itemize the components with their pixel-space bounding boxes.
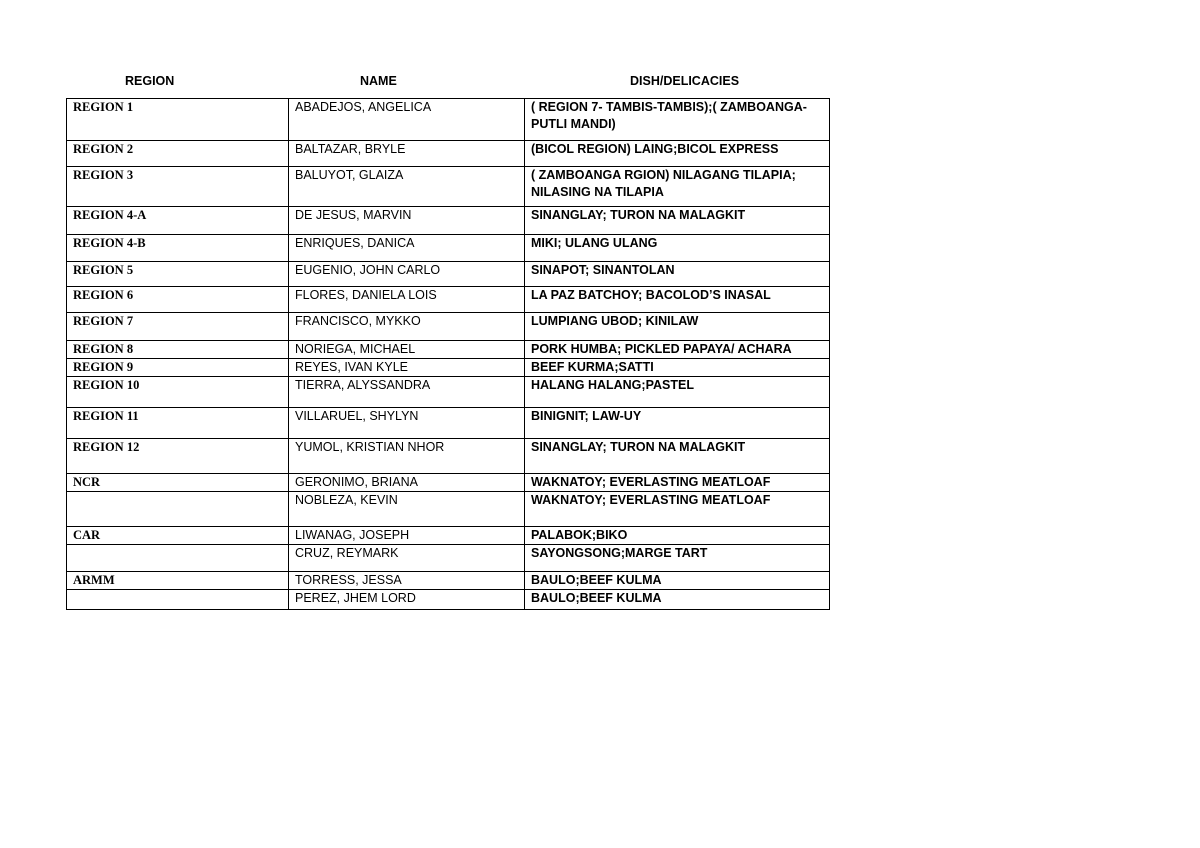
dish-cell: HALANG HALANG;PASTEL (525, 377, 830, 408)
table-row (67, 262, 830, 287)
name-cell: PEREZ, JHEM LORD (289, 590, 525, 610)
name-cell: FLORES, DANIELA LOIS (289, 287, 525, 313)
table-row (67, 141, 830, 167)
region-cell: NCR (67, 474, 289, 492)
name-cell: ABADEJOS, ANGELICA (289, 99, 525, 141)
name-cell: LIWANAG, JOSEPH (289, 527, 525, 545)
region-cell (67, 492, 289, 527)
table-row (67, 408, 830, 439)
name-cell: YUMOL, KRISTIAN NHOR (289, 439, 525, 474)
region-cell: REGION 4-B (67, 235, 289, 262)
region-cell: REGION 9 (67, 359, 289, 377)
region-cell: REGION 6 (67, 287, 289, 313)
dish-cell: BAULO;BEEF KULMA (525, 590, 830, 610)
name-cell: EUGENIO, JOHN CARLO (289, 262, 525, 287)
name-cell: NORIEGA, MICHAEL (289, 341, 525, 359)
table-row (67, 287, 830, 313)
name-cell: BALUYOT, GLAIZA (289, 167, 525, 207)
table-row (67, 341, 830, 359)
region-dish-table (66, 98, 830, 610)
region-cell: REGION 1 (67, 99, 289, 141)
table-row (67, 377, 830, 408)
table-row (67, 207, 830, 235)
table-row (67, 590, 830, 610)
name-cell: NOBLEZA, KEVIN (289, 492, 525, 527)
region-cell: REGION 8 (67, 341, 289, 359)
dish-cell: SINAPOT; SINANTOLAN (525, 262, 830, 287)
table-row (67, 545, 830, 572)
table-row (67, 313, 830, 341)
region-cell (67, 590, 289, 610)
table-row (67, 572, 830, 590)
dish-cell: ( ZAMBOANGA RGION) NILAGANG TILAPIA; NILASING NA TILAPIA (525, 167, 830, 207)
header-region: REGION (125, 74, 175, 88)
name-cell: DE JESUS, MARVIN (289, 207, 525, 235)
dish-cell: (BICOL REGION) LAING;BICOL EXPRESS (525, 141, 830, 167)
dish-cell: PORK HUMBA; PICKLED PAPAYA/ ACHARA (525, 341, 830, 359)
dish-cell: BINIGNIT; LAW-UY (525, 408, 830, 439)
dish-cell: SINANGLAY; TURON NA MALAGKIT (525, 439, 830, 474)
region-cell: ARMM (67, 572, 289, 590)
region-cell: REGION 3 (67, 167, 289, 207)
dish-cell: WAKNATOY; EVERLASTING MEATLOAF (525, 492, 830, 527)
region-cell: REGION 12 (67, 439, 289, 474)
dish-cell: BEEF KURMA;SATTI (525, 359, 830, 377)
region-cell: REGION 11 (67, 408, 289, 439)
dish-cell: WAKNATOY; EVERLASTING MEATLOAF (525, 474, 830, 492)
dish-cell: LUMPIANG UBOD; KINILAW (525, 313, 830, 341)
table-row (67, 492, 830, 527)
dish-cell: MIKI; ULANG ULANG (525, 235, 830, 262)
dish-cell: LA PAZ BATCHOY; BACOLOD’S INASAL (525, 287, 830, 313)
region-cell: REGION 10 (67, 377, 289, 408)
name-cell: GERONIMO, BRIANA (289, 474, 525, 492)
header-name: NAME (360, 74, 397, 88)
name-cell: VILLARUEL, SHYLYN (289, 408, 525, 439)
table-row (67, 474, 830, 492)
header-dish: DISH/DELICACIES (630, 74, 740, 88)
dish-cell: BAULO;BEEF KULMA (525, 572, 830, 590)
table-row (67, 527, 830, 545)
region-cell: CAR (67, 527, 289, 545)
table-row (67, 235, 830, 262)
table-row (67, 99, 830, 141)
name-cell: CRUZ, REYMARK (289, 545, 525, 572)
name-cell: TIERRA, ALYSSANDRA (289, 377, 525, 408)
dish-cell: PALABOK;BIKO (525, 527, 830, 545)
dish-cell: SAYONGSONG;MARGE TART (525, 545, 830, 572)
dish-cell: ( REGION 7- TAMBIS-TAMBIS);( ZAMBOANGA-PUTLI MANDI) (525, 99, 830, 141)
name-cell: BALTAZAR, BRYLE (289, 141, 525, 167)
name-cell: ENRIQUES, DANICA (289, 235, 525, 262)
dish-cell: SINANGLAY; TURON NA MALAGKIT (525, 207, 830, 235)
region-cell: REGION 2 (67, 141, 289, 167)
region-cell: REGION 4-A (67, 207, 289, 235)
region-cell: REGION 7 (67, 313, 289, 341)
region-cell: REGION 5 (67, 262, 289, 287)
table-row (67, 359, 830, 377)
name-cell: REYES, IVAN KYLE (289, 359, 525, 377)
region-cell (67, 545, 289, 572)
name-cell: TORRESS, JESSA (289, 572, 525, 590)
table-row (67, 439, 830, 474)
name-cell: FRANCISCO, MYKKO (289, 313, 525, 341)
table-row (67, 167, 830, 207)
